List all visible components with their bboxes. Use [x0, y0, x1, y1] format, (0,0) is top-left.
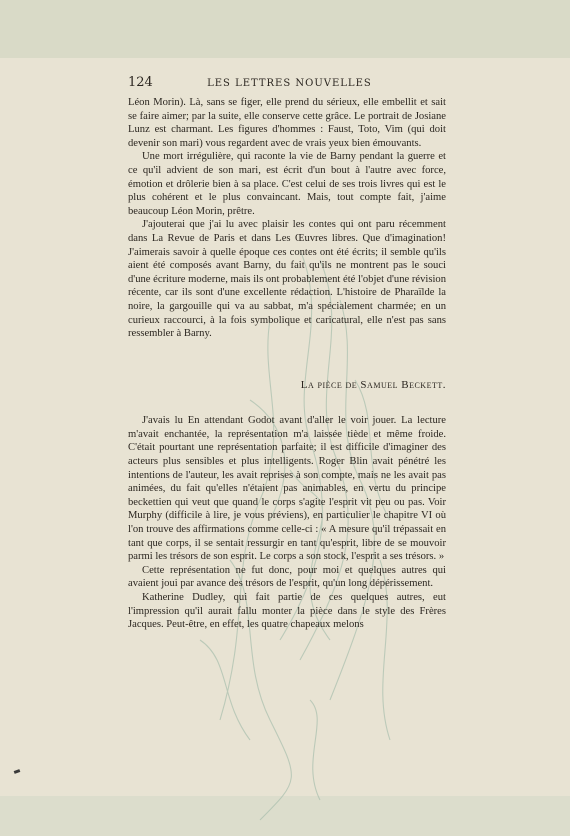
paragraph: Léon Morin). Là, sans se figer, elle prend du sérieux, elle embellit et sait se faire aimer; par la suite, elle conserve cette grâce. Le portrait de Josiane Lunz est charmant. Les figures d'hommes : Faust, Toto, Vim (qui doit devenir son mari) vous regardent avec de vrais yeux bien émouvants.	[128, 97, 446, 149]
body-text	[128, 96, 446, 632]
page-number: 124	[128, 75, 153, 90]
section-title: La pièce de Samuel Beckett.	[300, 378, 446, 391]
page-header	[128, 75, 446, 90]
paragraph: Cette représentation ne fut donc, pour moi et quelques autres qui avaient joui par avance des trésors de l'esprit, qu'un long dépérissement.	[128, 564, 446, 590]
top-margin	[0, 0, 570, 58]
margin-ink-mark	[14, 769, 21, 774]
running-head: LES LETTRES NOUVELLES	[207, 78, 372, 89]
bottom-margin	[0, 796, 570, 836]
paragraph: J'ajouterai que j'ai lu avec plaisir les contes qui ont paru récemment dans La Revue de Paris et dans Les Œuvres libres. Que d'imagination! J'aimerais savoir à quelle époque ces contes ont été écrits; il semble qu'ils aient été composés avant Barny, du fait qu'ils ne montrent pas le souci d'une écriture moderne, mais ils ont probablement été l'objet d'une révision récente, car ils sont d'une excellente rédaction. L'histoire de Pharaïlde la noire, la gargouille qui va au sabbat, m'a spécialement charmée; en un curieux raccourci, à la fois symbolique et caricatural, elle n'est pas sans ressembler à Barny.	[128, 219, 446, 340]
paragraph: Katherine Dudley, qui fait partie de ces quelques autres, eut l'impression qu'il aurait fallu monter la pièce dans le style des Frères Jacques. Peut-être, en effet, les quatre chapeaux melons	[128, 592, 446, 631]
paragraph: J'avais lu En attendant Godot avant d'aller le voir jouer. La lecture m'avait enchantée, la représentation m'a laissée tiède et même froide. C'était pourtant une représentation parfaite; il est difficile d'imaginer des acteurs plus sensibles et plus intelligents. Roger Blin avait pénétré les intentions de l'auteur, les avait reprises à son compte, mais ne les avait pas animées, du fait qu'elles n'étaient pas animables, en vertu du principe beckettien qui veut que quand le corps s'agite l'esprit vit peu ou pas. Voir Murphy (difficile à lire, je vous préviens), en particulier le chapitre VI où l'on trouve des affirmations comme celle-ci : « A mesure qu'il trépassait en tant que corps, il se sentait ressurgir en tant qu'esprit, libre de se mouvoir parmi les trésors de son esprit. Le corps a son stock, l'esprit a ses trésors. »	[128, 415, 446, 563]
paragraph: Une mort irrégulière, qui raconte la vie de Barny pendant la guerre et ce qu'il advient de son mari, est écrit d'un bout à l'autre avec force, émotion et drôlerie bien à sa place. C'est celui de ses trois livres qui est le plus cohérent et le plus convaincant. Mais, tout compte fait, j'aime beaucoup Léon Morin, prêtre.	[128, 151, 446, 217]
